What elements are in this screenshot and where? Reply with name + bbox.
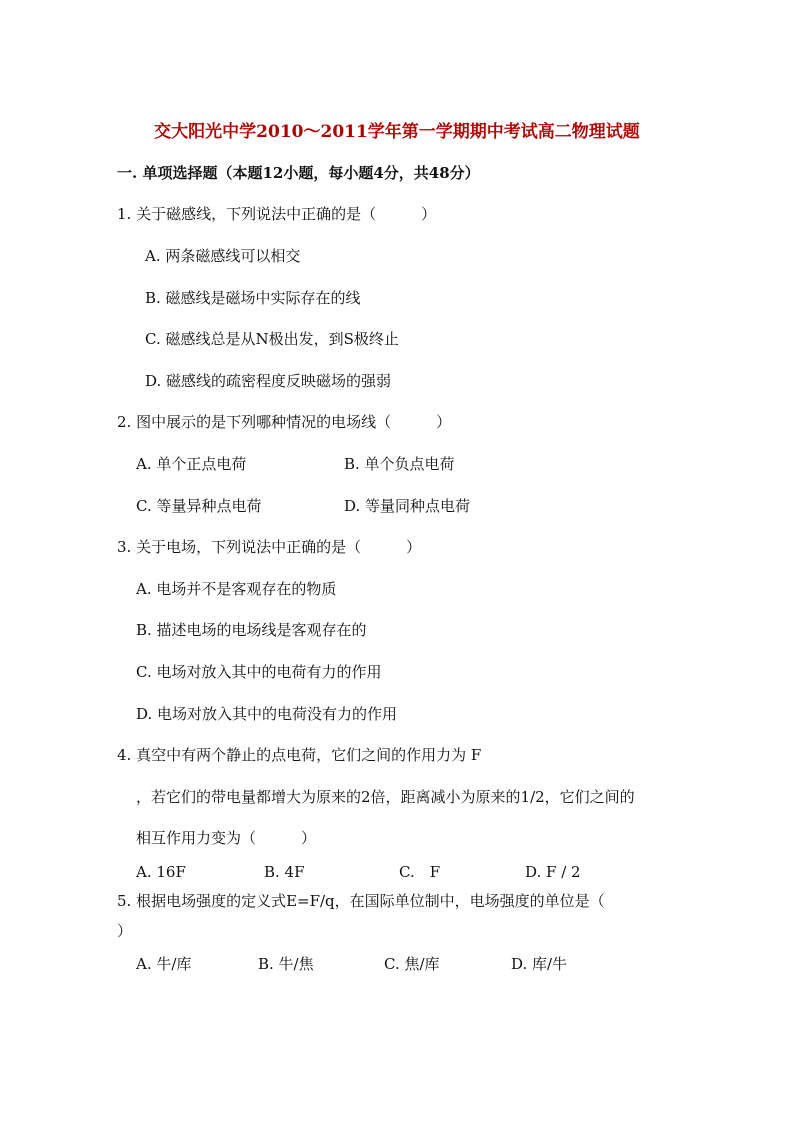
q2-stem: 2. 图中展示的是下列哪种情况的电场线（ ） — [117, 413, 452, 431]
q4-stem-line1: 4. 真空中有两个静止的点电荷，它们之间的作用力为 F — [117, 746, 482, 764]
q5-option-b: B. 牛/焦 — [258, 955, 314, 973]
q2-option-d: D. 等量同种点电荷 — [344, 497, 471, 515]
q3-stem: 3. 关于电场，下列说法中正确的是（ ） — [117, 538, 422, 556]
q5-stem-line1: 5. 根据电场强度的定义式E=F/q，在国际单位制中，电场强度的单位是（ — [117, 892, 605, 910]
q4-option-c: C. F — [399, 863, 441, 881]
q3-option-a: A. 电场并不是客观存在的物质 — [136, 580, 337, 598]
q4-stem-line2: ，若它们的带电量都增大为原来的2倍，距离减小为原来的1/2，它们之间的 — [136, 788, 635, 806]
q5-stem-line2: ） — [117, 922, 133, 940]
q5-option-a: A. 牛/库 — [136, 955, 192, 973]
q5-option-c: C. 焦/库 — [384, 955, 440, 973]
q1-option-d: D. 磁感线的疏密程度反映磁场的强弱 — [145, 372, 392, 390]
q2-option-b: B. 单个负点电荷 — [344, 455, 455, 473]
q4-stem-line3: 相互作用力变为（ ） — [136, 829, 317, 847]
q4-option-b: B. 4F — [264, 863, 305, 881]
q3-option-b: B. 描述电场的电场线是客观存在的 — [136, 621, 367, 639]
q1-stem: 1. 关于磁感线，下列说法中正确的是（ ） — [117, 205, 437, 223]
section-heading: 一. 单项选择题（本题12小题，每小题4分，共48分） — [117, 164, 480, 182]
q1-option-b: B. 磁感线是磁场中实际存在的线 — [145, 289, 361, 307]
q1-option-c: C. 磁感线总是从N极出发，到S极终止 — [145, 330, 399, 348]
q2-option-a: A. 单个正点电荷 — [136, 455, 247, 473]
q3-option-c: C. 电场对放入其中的电荷有力的作用 — [136, 663, 382, 681]
exam-title: 交大阳光中学2010～2011学年第一学期期中考试高二物理试题 — [154, 122, 640, 142]
q5-option-d: D. 库/牛 — [511, 955, 568, 973]
q1-option-a: A. 两条磁感线可以相交 — [145, 247, 301, 265]
q4-option-a: A. 16F — [136, 863, 186, 881]
q4-option-d: D. F / 2 — [525, 863, 581, 881]
q2-option-c: C. 等量异种点电荷 — [136, 497, 262, 515]
q3-option-d: D. 电场对放入其中的电荷没有力的作用 — [136, 705, 398, 723]
